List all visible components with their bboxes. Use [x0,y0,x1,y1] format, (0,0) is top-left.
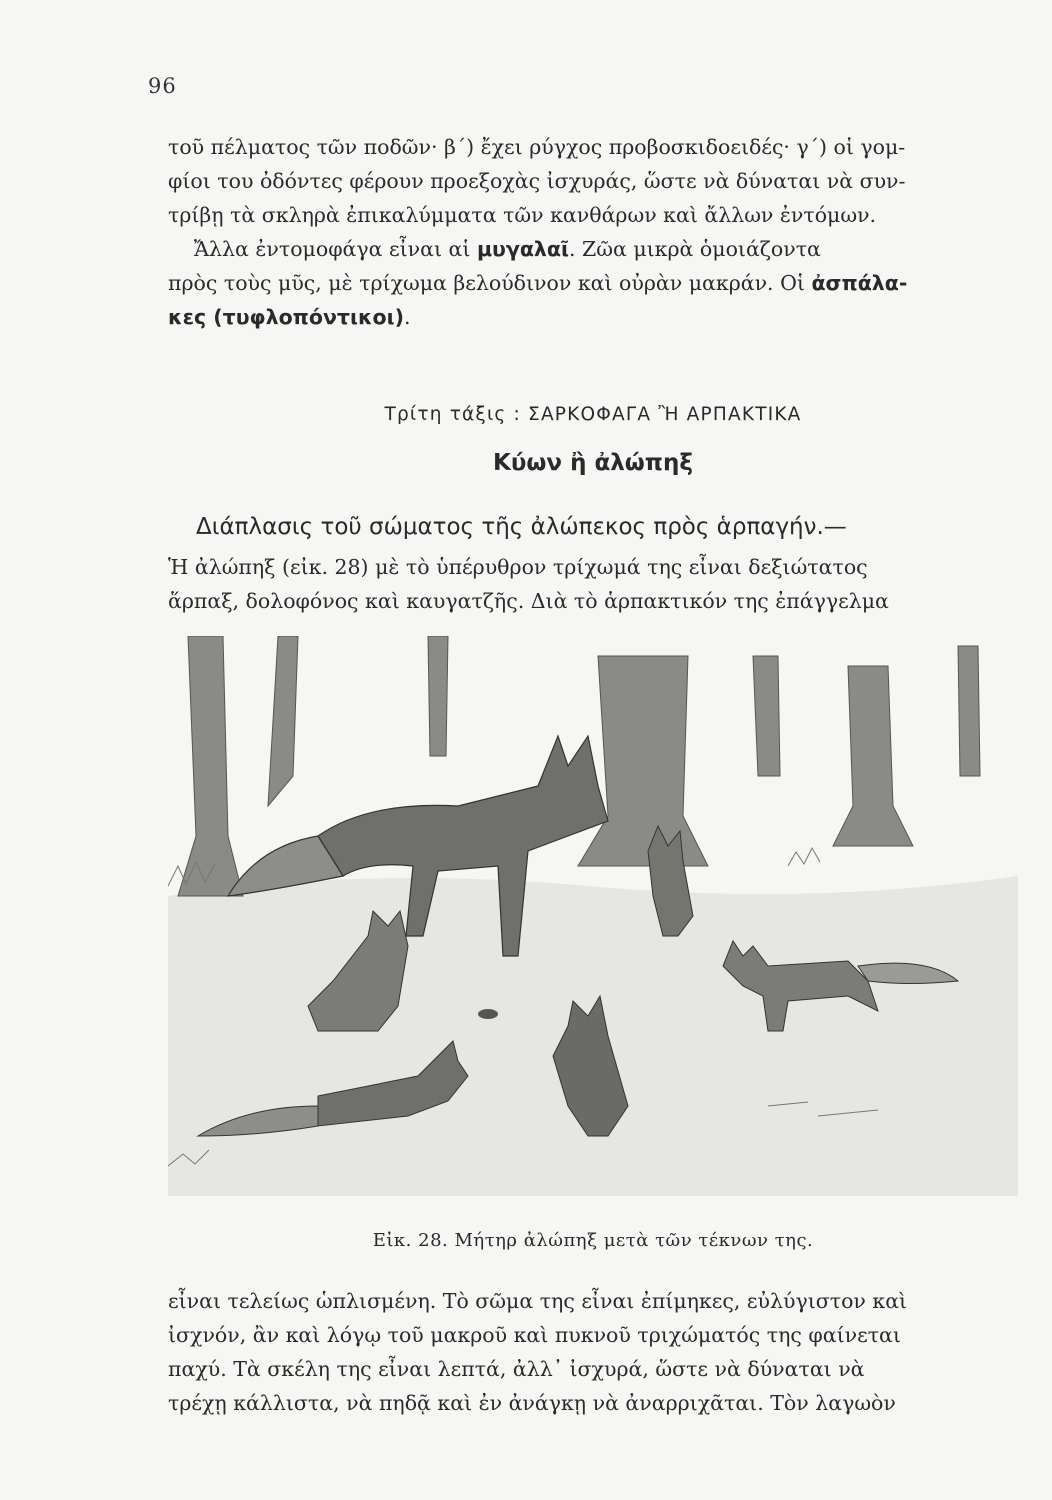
paragraph-fox-intro [168,550,1018,618]
fox-family-illustration [168,636,1018,1196]
text-line [168,300,1018,334]
text-line: εἶναι τελείως ὡπλισμένη. Τὸ σῶμα της εἶναι ἐπίμηκες, εὐλύγιστον καὶ [168,1289,908,1313]
paragraph-insectivores [168,130,1018,334]
text-line: τρέχῃ κάλλιστα, νὰ πηδᾷ καὶ ἐν ἀνάγκῃ νὰ ἀναρριχᾶται. Τὸν λαγωὸν [168,1391,896,1415]
page-number: 96 [148,74,177,98]
term-mygalai: μυγαλαῖ [476,237,569,261]
text-line: ἰσχνόν, ἂν καὶ λόγῳ τοῦ μακροῦ καὶ πυκνοῦ τριχώματός της φαίνεται [168,1323,901,1347]
section-title: Κύων ἢ ἀλώπηξ [493,450,693,476]
order-heading: Τρίτη τάξις : ΣΑΡΚΟΦΑΓΑ Ἢ ΑΡΠΑΚΤΙΚΑ [384,404,802,425]
figure-caption: Εἰκ. 28. Μήτηρ ἀλώπηξ μετὰ τῶν τέκνων της. [372,1230,814,1251]
text-line [168,232,1018,266]
term-aspalakes-cont: κες (τυφλοπόντικοι) [168,305,404,329]
text-line: φίοι του ὀδόντες φέρουν προεξοχὰς ἰσχυράς, ὥστε νὰ δύναται νὰ συν- [168,169,906,193]
text-line: τοῦ πέλματος τῶν ποδῶν· β΄) ἔχει ρύγχος προβοσκιδοειδές· γ΄) οἱ γομ- [168,135,906,159]
text-fragment: . Ζῶα μικρὰ ὁμοιάζοντα [568,237,821,261]
text-line: παχύ. Τὰ σκέλη της εἶναι λεπτά, ἀλλ᾽ ἰσχυρά, ὥστε νὰ δύναται νὰ [168,1357,865,1381]
text-line: τρίβῃ τὰ σκληρὰ ἐπικαλύμματα τῶν κανθάρων καὶ ἄλλων ἐντόμων. [168,203,877,227]
term-aspalakes: ἀσπάλα- [811,271,908,295]
text-fragment: . [404,305,411,329]
text-line: ἅρπαξ, δολοφόνος καὶ καυγατζῆς. Διὰ τὸ ἁρπακτικόν της ἐπάγγελμα [168,589,889,613]
text-line: Ἡ ἀλώπηξ (εἰκ. 28) μὲ τὸ ὑπέρυθρον τρίχωμά της εἶναι δεξιώτατος [168,555,868,579]
text-line [168,266,1018,300]
text-fragment: Ἄλλα ἐντομοφάγα εἶναι αἱ [194,237,477,261]
paragraph-fox-body [168,1284,1018,1420]
subsection-heading: Διάπλασις τοῦ σώματος τῆς ἀλώπεκος πρὸς ἁρπαγήν.— [196,514,847,540]
mouse [478,1009,498,1019]
text-fragment: πρὸς τοὺς μῦς, μὲ τρίχωμα βελούδινον καὶ οὐρὰν μακράν. Οἱ [168,271,812,295]
